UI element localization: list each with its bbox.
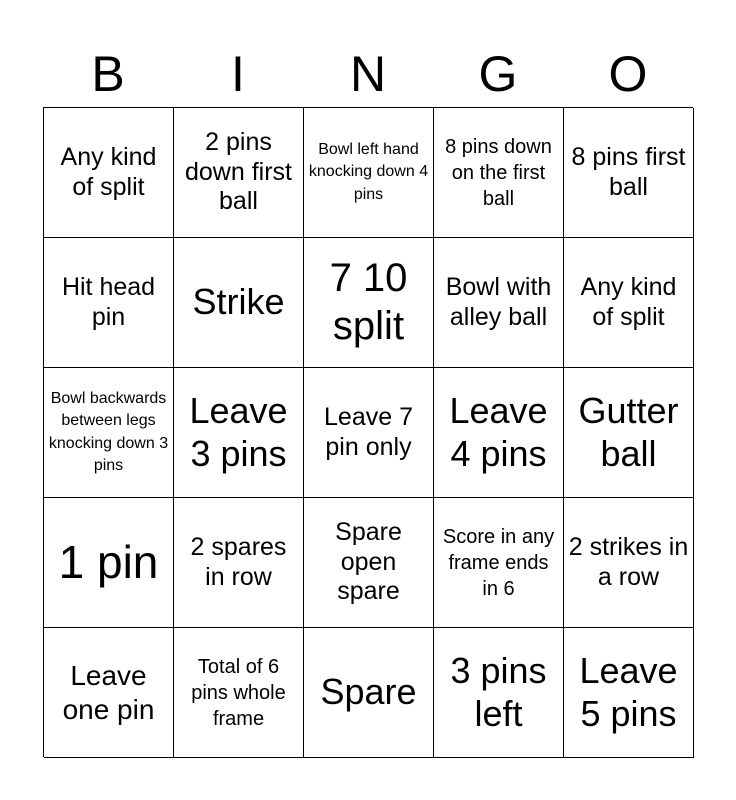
bingo-header xyxy=(43,42,693,106)
cell-text: Bowl left hand knocking down 4 pins xyxy=(308,141,429,203)
cell-text: Bowl with alley ball xyxy=(445,273,552,331)
cell-text: Leave 5 pins xyxy=(579,650,678,734)
cell-text: 2 strikes in a row xyxy=(568,533,689,591)
cell-text: 1 pin xyxy=(58,536,159,589)
bingo-cell[interactable] xyxy=(434,498,564,628)
cell-text: Spare xyxy=(320,671,417,713)
cell-text: Hit head pin xyxy=(61,273,156,331)
bingo-cell[interactable] xyxy=(564,238,694,368)
header-letter-g: G xyxy=(478,46,518,102)
cell-text: 8 pins down on the first ball xyxy=(445,135,552,210)
bingo-cell[interactable] xyxy=(304,108,434,238)
bingo-cell[interactable] xyxy=(304,238,434,368)
cell-text: Leave 3 pins xyxy=(189,390,288,474)
cell-text: Leave one pin xyxy=(62,660,155,725)
cell-text: 8 pins first ball xyxy=(571,143,686,201)
cell-text: 3 pins left xyxy=(450,650,547,734)
bingo-cell[interactable] xyxy=(434,628,564,758)
cell-text: 2 pins down first ball xyxy=(185,128,292,216)
bingo-cell[interactable] xyxy=(174,498,304,628)
cell-text: Strike xyxy=(192,281,285,323)
bingo-cell[interactable] xyxy=(44,238,174,368)
bingo-cell[interactable] xyxy=(174,238,304,368)
bingo-cell[interactable] xyxy=(174,108,304,238)
bingo-cell[interactable] xyxy=(434,238,564,368)
header-letter-o: O xyxy=(608,46,648,102)
bingo-cell[interactable] xyxy=(564,498,694,628)
bingo-cell[interactable] xyxy=(44,498,174,628)
cell-text: Any kind of split xyxy=(580,273,677,331)
cell-text: Any kind of split xyxy=(60,143,157,201)
cell-text: 7 10 split xyxy=(329,256,408,348)
bingo-cell[interactable] xyxy=(434,368,564,498)
cell-text: Gutter ball xyxy=(578,390,679,474)
bingo-cell[interactable] xyxy=(434,108,564,238)
cell-text: Total of 6 pins whole frame xyxy=(191,655,286,730)
bingo-cell[interactable] xyxy=(304,498,434,628)
cell-text: 2 spares in row xyxy=(190,533,287,591)
header-letter-b: B xyxy=(91,46,125,102)
header-letter-n: N xyxy=(349,46,387,102)
bingo-cell[interactable] xyxy=(304,628,434,758)
cell-text: Leave 4 pins xyxy=(449,390,548,474)
bingo-cell[interactable] xyxy=(174,628,304,758)
bingo-cell[interactable] xyxy=(564,108,694,238)
cell-text: Score in any frame ends in 6 xyxy=(442,525,555,600)
bingo-board xyxy=(43,107,693,757)
cell-text: Spare open spare xyxy=(335,518,402,606)
bingo-cell[interactable] xyxy=(44,628,174,758)
bingo-cell[interactable] xyxy=(44,108,174,238)
bingo-cell[interactable] xyxy=(44,368,174,498)
bingo-cell[interactable] xyxy=(564,628,694,758)
header-letter-i: I xyxy=(231,46,245,102)
bingo-cell[interactable] xyxy=(564,368,694,498)
cell-text: Leave 7 pin only xyxy=(324,403,413,461)
bingo-cell[interactable] xyxy=(304,368,434,498)
bingo-cell[interactable] xyxy=(174,368,304,498)
cell-text: Bowl backwards between legs knocking down 3 pins xyxy=(48,390,169,474)
